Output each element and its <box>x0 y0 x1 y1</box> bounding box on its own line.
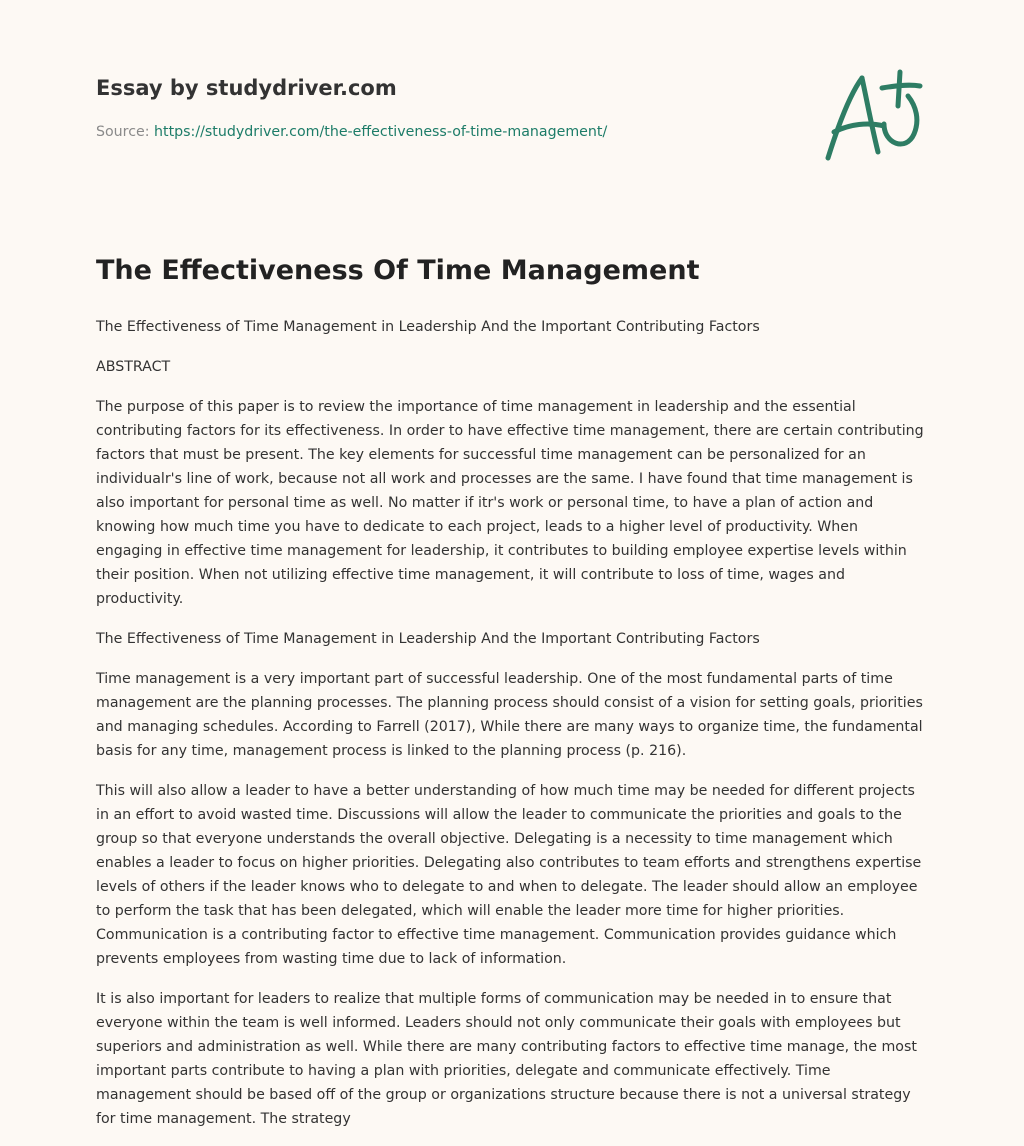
site-brand: Essay by studydriver.com <box>96 76 397 100</box>
essay-title: The Effectiveness Of Time Management <box>96 255 700 286</box>
source-line <box>96 124 607 140</box>
abstract-heading: ABSTRACT <box>96 359 171 375</box>
source-link[interactable]: https://studydriver.com/the-effectiveness-of-time-management/ <box>154 124 608 140</box>
a-plus-logo-icon <box>820 66 930 166</box>
source-label: Source: <box>96 124 155 140</box>
essay-section-heading: The Effectiveness of Time Management in Leadership And the Important Contributing Factors <box>96 631 760 647</box>
essay-subtitle: The Effectiveness of Time Management in Leadership And the Important Contributing Factors <box>96 319 760 335</box>
essay-paragraph: It is also important for leaders to realize that multiple forms of communication may be needed in to ensure that everyone within the team is well informed. Leaders should not only communicate their goals with employees but superiors and administration as well. While there are many contributing factors to effective time manage, the most important parts contribute to having a plan with priorities, delegate and communicate effectively. Time management should be based off of the group or organizations structure because there is not a universal strategy for time management. The strategy <box>96 991 917 1127</box>
essay-paragraph: This will also allow a leader to have a better understanding of how much time may be needed for different projects in an effort to avoid wasted time. Discussions will allow the leader to communicate the priorities and goals to the group so that everyone understands the overall objective. Delegating is a necessity to time management which enables a leader to focus on higher priorities. Delegating also contributes to team efforts and strengthens expertise levels of others if the leader knows who to delegate to and when to delegate. The leader should allow an employee to perform the task that has been delegated, which will enable the leader more time for higher priorities. Communication is a contributing factor to effective time management. Communication provides guidance which prevents employees from wasting time due to lack of information. <box>96 783 922 967</box>
essay-paragraph: The purpose of this paper is to review the importance of time management in leadership and the essential contributing factors for its effectiveness. In order to have effective time management, there are certain contributing factors that must be present. The key elements for successful time management can be personalized for an individualr's line of work, because not all work and processes are the same. I have found that time management is also important for personal time as well. No matter if itr's work or personal time, to have a plan of action and knowing how much time you have to dedicate to each project, leads to a higher level of productivity. When engaging in effective time management for leadership, it contributes to building employee expertise levels within their position. When not utilizing effective time management, it will contribute to loss of time, wages and productivity. <box>96 399 924 607</box>
essay-body <box>96 315 928 1146</box>
essay-paragraph: Time management is a very important part of successful leadership. One of the most fundamental parts of time management are the planning processes. The planning process should consist of a vision for setting goals, priorities and managing schedules. According to Farrell (2017), While there are many ways to organize time, the fundamental basis for any time, management process is linked to the planning process (p. 216). <box>96 671 923 759</box>
